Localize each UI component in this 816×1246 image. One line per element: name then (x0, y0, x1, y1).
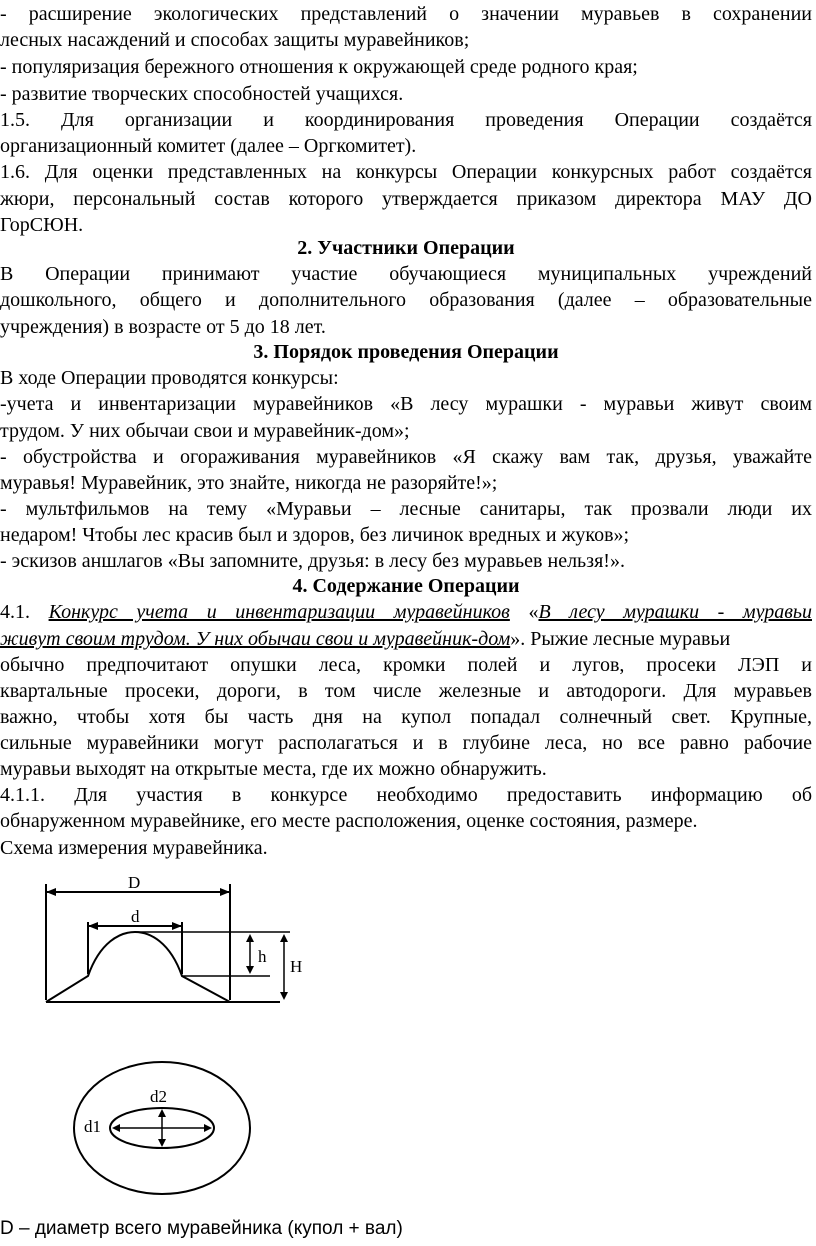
dimension-arrowheads (46, 888, 288, 1000)
text-line: - обустройства и огораживания муравейников «Я скажу вам так, друзья, уважайте (0, 446, 812, 468)
text-line: -учета и инвентаризации муравейников «В лесу мурашки - муравьи живут своим (0, 393, 812, 415)
arrow-head (280, 992, 288, 1000)
section-heading: 3. Порядок проведения Операции (253, 341, 559, 363)
section-4-1-line (0, 626, 812, 652)
text-line: Рыжие лесные муравьи (525, 628, 731, 650)
contest-motto: В лесу мурашки - муравьи (538, 601, 812, 623)
quote-mark: ». (510, 628, 526, 650)
arrow-head (158, 1139, 166, 1147)
text-line: ГорСЮН. (0, 214, 84, 236)
anthill-profile (46, 884, 290, 1002)
text-line: - расширение экологических представлений о значении муравьев в сохранении (0, 3, 812, 25)
arrow-head (46, 888, 56, 896)
text-line: 1.5. Для организации и координирования проведения Операции создаётся (0, 109, 812, 131)
arrow-head (220, 888, 230, 896)
arrow-head (246, 966, 254, 974)
text-line: недаром! Чтобы лес красив был и здоров, без личинок вредных и жуков»; (0, 524, 630, 546)
section-4-1-line (0, 599, 812, 625)
text-line: 1.6. Для оценки представленных на конкурсы Операции конкурсных работ создаётся (0, 161, 812, 183)
text-line: Схема измерения муравейника. (0, 837, 268, 859)
text-line: жюри, персональный состав которого утверждается приказом директора МАУ ДО (0, 188, 812, 210)
contest-title: Конкурс учета и инвентаризации муравейников (48, 601, 510, 623)
arrow-head (246, 934, 254, 942)
text-line: организационный комитет (далее – Оргкомитет). (0, 135, 417, 157)
anthill-measurement-diagram (0, 862, 816, 1202)
text-line: трудом. У них обычаи свои и муравейник-дом»; (0, 420, 410, 442)
text-line: лесных насаждений и способах защиты муравейников; (0, 29, 470, 51)
text-line: важно, чтобы хотя бы часть дня на купол попадал солнечный свет. Крупные, (0, 706, 812, 728)
arrow-head (204, 1124, 212, 1132)
text-line: муравьи выходят на открытые места, где их можно обнаружить. (0, 758, 547, 780)
arrow-head (88, 922, 98, 930)
arrow-head (172, 922, 182, 930)
text-line: учреждения) в возрасте от 5 до 18 лет. (0, 316, 326, 338)
section-number: 4.1. (0, 601, 49, 623)
text-line: обнаруженном муравейнике, его месте расположения, оценке состояния, размере. (0, 810, 698, 832)
text-line: - развитие творческих способностей учащихся. (0, 83, 404, 105)
label-D: D (128, 873, 141, 892)
label-d: d (131, 907, 140, 926)
arrow-head (280, 934, 288, 942)
text-line: сильные муравейники могут располагаться и в глубине леса, но все равно рабочие (0, 732, 812, 754)
quote-mark: « (509, 601, 539, 623)
label-H: H (290, 957, 303, 976)
label-d1: d1 (84, 1117, 101, 1136)
section-heading: 4. Содержание Операции (292, 575, 520, 597)
diagram-caption: D – диаметр всего муравейника (купол + вал) (0, 1218, 403, 1239)
text-line: обычно предпочитают опушки леса, кромки полей и лугов, просеки ЛЭП и (0, 654, 812, 676)
text-line: муравья! Муравейник, это знайте, никогда не разоряйте!»; (0, 472, 498, 494)
text-line: В Операции принимают участие обучающиеся муниципальных учреждений (0, 263, 812, 285)
contest-motto: живут своим трудом. У них обычаи свои и муравейник-дом (0, 628, 511, 650)
anthill-outline (46, 932, 230, 1002)
text-line: В ходе Операции проводятся конкурсы: (0, 367, 339, 389)
text-line: дошкольного, общего и дополнительного образования (далее – образовательные (0, 289, 812, 311)
text-line: - эскизов аншлагов «Вы запомните, друзья: в лесу без муравьев нельзя!». (0, 550, 625, 572)
arrow-head (158, 1109, 166, 1117)
label-d2: d2 (150, 1087, 167, 1106)
text-line: 4.1.1. Для участия в конкурсе необходимо предоставить информацию об (0, 784, 812, 806)
arrow-head (112, 1124, 120, 1132)
section-heading: 2. Участники Операции (297, 237, 515, 259)
label-h: h (258, 947, 267, 966)
text-line: квартальные просеки, дороги, в том числе железные и автодороги. Для муравьев (0, 680, 812, 702)
text-line: - мультфильмов на тему «Муравьи – лесные санитары, так прозвали люди их (0, 498, 812, 520)
text-line: - популяризация бережного отношения к окружающей среде родного края; (0, 56, 638, 78)
